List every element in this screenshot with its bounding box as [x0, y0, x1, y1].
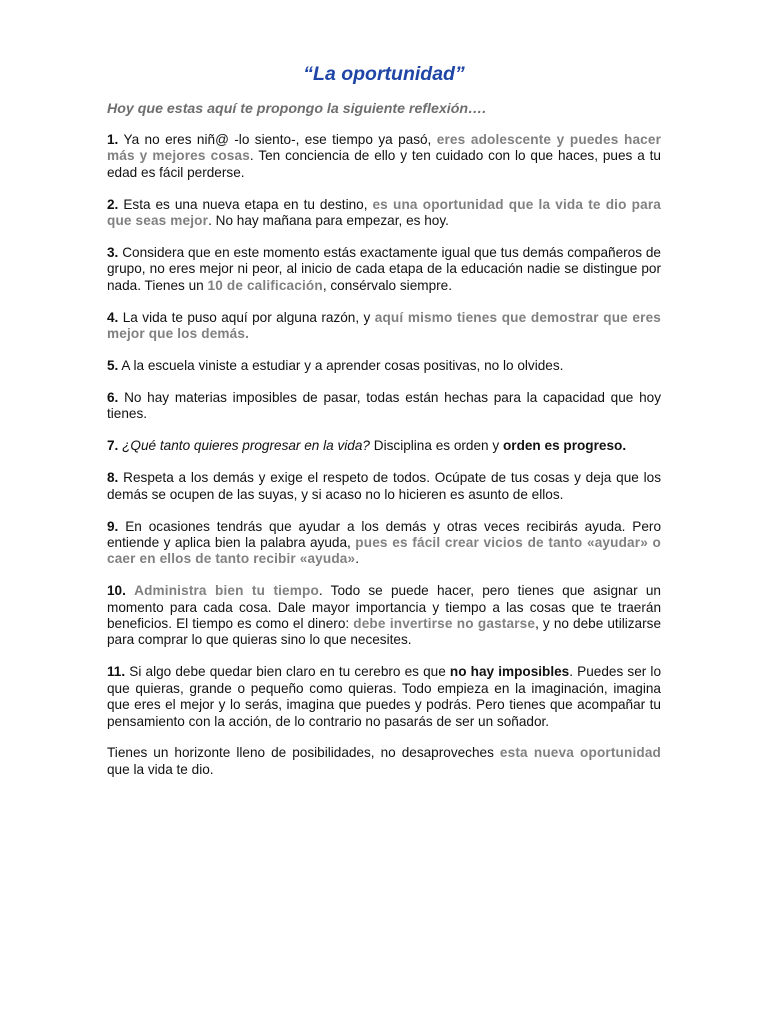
document-page	[107, 62, 661, 794]
reflection-item-9	[107, 519, 661, 568]
body-text: . Puedes ser lo que quieras, grande o pequeño como quieras. Todo empieza en la imaginación, imagina que eres el mejor y lo serás, imagina que puedes y podrás. Pero tienes que acompañar tu pensamiento con la acción, de lo contrario no pasarás de ser un soñador.	[107, 664, 662, 729]
highlighted-text: 10 de calificación	[207, 277, 323, 293]
body-text: A la escuela viniste a estudiar y a aprender cosas positivas, no lo olvides.	[121, 358, 564, 374]
reflection-item-7	[107, 438, 661, 454]
body-text: Respeta a los demás y exige el respeto de todos. Ocúpate de tus cosas y deja que los demás se ocupen de las suyas, y si acaso no lo hicieren es asunto de ellos.	[107, 470, 661, 502]
body-text: Disciplina es orden y	[369, 438, 503, 454]
intro-line: Hoy que estas aquí te propongo la siguiente reflexión….	[107, 101, 487, 117]
item-number: 8.	[107, 470, 119, 486]
item-number: 11.	[107, 664, 126, 680]
reflection-item-1	[107, 132, 661, 181]
body-text: . Ten conciencia de ello y ten cuidado con lo que haces, pues a tu edad es fácil perderse.	[107, 148, 661, 180]
bold-text: orden es progreso.	[502, 438, 627, 454]
body-text: Esta es una nueva etapa en tu destino,	[123, 196, 373, 212]
italic-text: ¿Qué tanto quieres progresar en la vida?	[122, 438, 370, 454]
body-text: Tienes un horizonte lleno de posibilidades, no desaproveches	[107, 745, 500, 761]
reflection-item-8	[107, 470, 661, 503]
document-title: “La oportunidad”	[303, 63, 465, 85]
reflection-item-11	[107, 664, 661, 730]
item-number: 3.	[107, 245, 119, 261]
item-number: 1.	[107, 132, 119, 147]
item-number: 9.	[107, 518, 119, 534]
body-text: . Todo se puede hacer, pero tienes que asignar un momento para cada cosa. Dale mayor importancia y tiempo a las cosas que te traerán beneficios. El tiempo es como el dinero:	[107, 583, 661, 632]
body-text: Considera que en este momento estás exactamente igual que tus demás compañeros de grupo, no eres mejor ni peor, al inicio de cada etapa de la educación nadie se distingue por nada. Tienes un	[107, 245, 661, 293]
reflection-item-5	[107, 358, 661, 374]
reflection-item-6	[107, 390, 661, 423]
bold-text: no hay imposibles	[449, 664, 570, 680]
reflection-item-2	[107, 197, 661, 230]
body-text: La vida te puso aquí por alguna razón, y	[122, 309, 375, 325]
reflection-item-4	[107, 310, 661, 343]
item-number: 7.	[107, 438, 119, 454]
reflection-list	[107, 132, 661, 730]
body-text: En ocasiones tendrás que ayudar a los demás y otras veces recibirás ayuda. Pero entiende y aplica bien la palabra ayuda,	[107, 518, 662, 550]
reflection-item-3	[107, 245, 661, 294]
highlighted-text: debe invertirse no gastarse	[353, 616, 536, 632]
item-number: 6.	[107, 389, 119, 405]
item-number: 5.	[107, 358, 119, 374]
body-text: . No hay mañana para empezar, es hoy.	[208, 213, 449, 229]
highlighted-text: es una oportunidad que la vida te dio para que seas mejor	[107, 196, 661, 229]
body-text: Si algo debe quedar bien claro en tu cerebro es que	[129, 664, 450, 680]
highlighted-text: Administra bien tu tiempo	[134, 583, 319, 599]
closing-paragraph	[107, 745, 661, 778]
highlighted-text: esta nueva oportunidad	[499, 745, 661, 761]
item-number: 4.	[107, 309, 119, 325]
body-text: , y no debe utilizarse para comprar lo que quieras sino lo que necesites.	[107, 616, 662, 648]
highlighted-text: aquí mismo tienes que demostrar que eres mejor que los demás.	[107, 309, 661, 342]
reflection-item-10	[107, 583, 661, 649]
body-text: que la vida te dio.	[107, 761, 214, 777]
body-text: Ya no eres niñ@ -lo siento-, ese tiempo ya pasó,	[123, 132, 437, 147]
highlighted-text: pues es fácil crear vicios de tanto «ayudar» o caer en ellos de tanto recibir «ayuda»	[107, 534, 661, 567]
body-text: .	[355, 551, 360, 567]
highlighted-text: eres adolescente y puedes hacer más y mejores cosas	[107, 132, 662, 164]
item-number: 10.	[107, 583, 126, 599]
body-text: No hay materias imposibles de pasar, todas están hechas para la capacidad que hoy tienes.	[107, 389, 662, 422]
item-number: 2.	[107, 196, 119, 212]
body-text: , consérvalo siempre.	[322, 277, 453, 293]
